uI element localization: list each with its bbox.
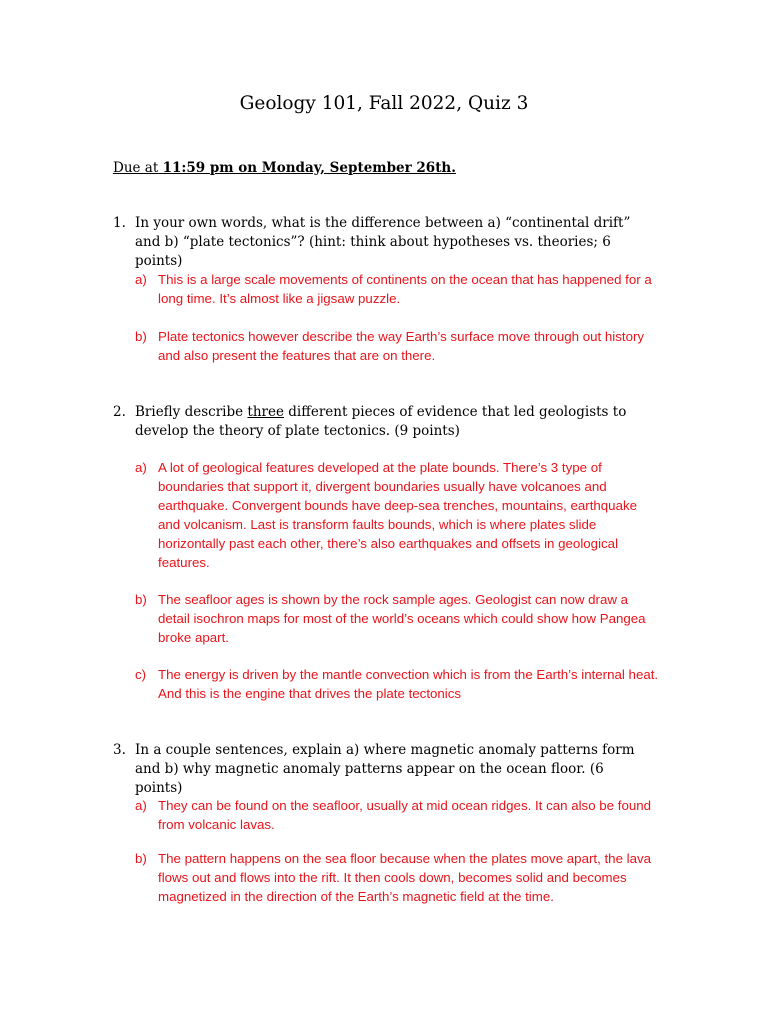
answer-letter: a) — [135, 460, 147, 475]
due-line — [113, 160, 456, 176]
answer-2a — [135, 458, 660, 572]
answer-text: The pattern happens on the sea floor because when the plates move apart, the lava flows out and flows into the rift. It then cools down, becomes solid and becomes magnetized in the direction of the Earth’s magnetic field at the time. — [158, 851, 652, 904]
answer-3b — [135, 849, 660, 906]
answer-2c — [135, 665, 660, 703]
question-emphasis: three — [247, 404, 284, 420]
question-text: In a couple sentences, explain a) where magnetic anomaly patterns form and b) why magnetic anomaly patterns appear on the ocean floor. (6 points) — [135, 742, 635, 796]
answer-1a — [135, 270, 660, 308]
answer-text: This is a large scale movements of continents on the ocean that has happened for a long time. It’s almost like a jigsaw puzzle. — [158, 272, 652, 306]
answer-3a — [135, 796, 660, 834]
answer-text: The seafloor ages is shown by the rock sample ages. Geologist can now draw a detail isochron maps for most of the world’s oceans which could show how Pangea broke apart. — [158, 592, 646, 645]
question-number: 2. — [113, 404, 126, 420]
question-text — [135, 403, 653, 441]
answer-text: A lot of geological features developed at the plate bounds. There’s 3 type of boundaries that support it, divergent boundaries usually have volcanoes and earthquake. Convergent bounds have deep-sea trenches, mountains, earthquake and volcanism. Last is transform faults bounds, which is where plates slide horizontally past each other, there’s also earthquakes and offsets in geological features. — [158, 460, 638, 570]
due-deadline: 11:59 pm on Monday, September 26th. — [162, 160, 456, 176]
answer-text: The energy is driven by the mantle convection which is from the Earth’s internal heat. And this is the engine that drives the plate tectonics — [158, 667, 659, 701]
answer-2b — [135, 590, 660, 647]
answer-text: They can be found on the seafloor, usually at mid ocean ridges. It can also be found from volcanic lavas. — [158, 798, 652, 832]
question-3 — [113, 741, 653, 798]
answer-letter: a) — [135, 798, 147, 813]
question-text: In your own words, what is the difference between a) “continental drift” and b) “plate tectonics”? (hint: think about hypotheses vs. theories; 6 points) — [135, 215, 631, 269]
question-1 — [113, 214, 653, 271]
question-number: 3. — [113, 742, 126, 758]
question-text-part: Briefly describe — [135, 404, 248, 420]
answer-letter: b) — [135, 851, 147, 866]
answer-letter: b) — [135, 592, 147, 607]
answer-text: Plate tectonics however describe the way Earth’s surface move through out history and also present the features that are on there. — [158, 329, 645, 363]
question-text-part: different pieces of evidence that led geologists to develop the theory of plate tectonics. (9 points) — [135, 404, 627, 439]
question-2 — [113, 403, 653, 441]
due-prefix: Due at — [113, 160, 163, 176]
question-number: 1. — [113, 215, 126, 231]
answer-1b — [135, 327, 660, 365]
answer-letter: a) — [135, 272, 147, 287]
answer-letter: c) — [135, 667, 147, 682]
document-title: Geology 101, Fall 2022, Quiz 3 — [239, 93, 529, 114]
answer-letter: b) — [135, 329, 147, 344]
